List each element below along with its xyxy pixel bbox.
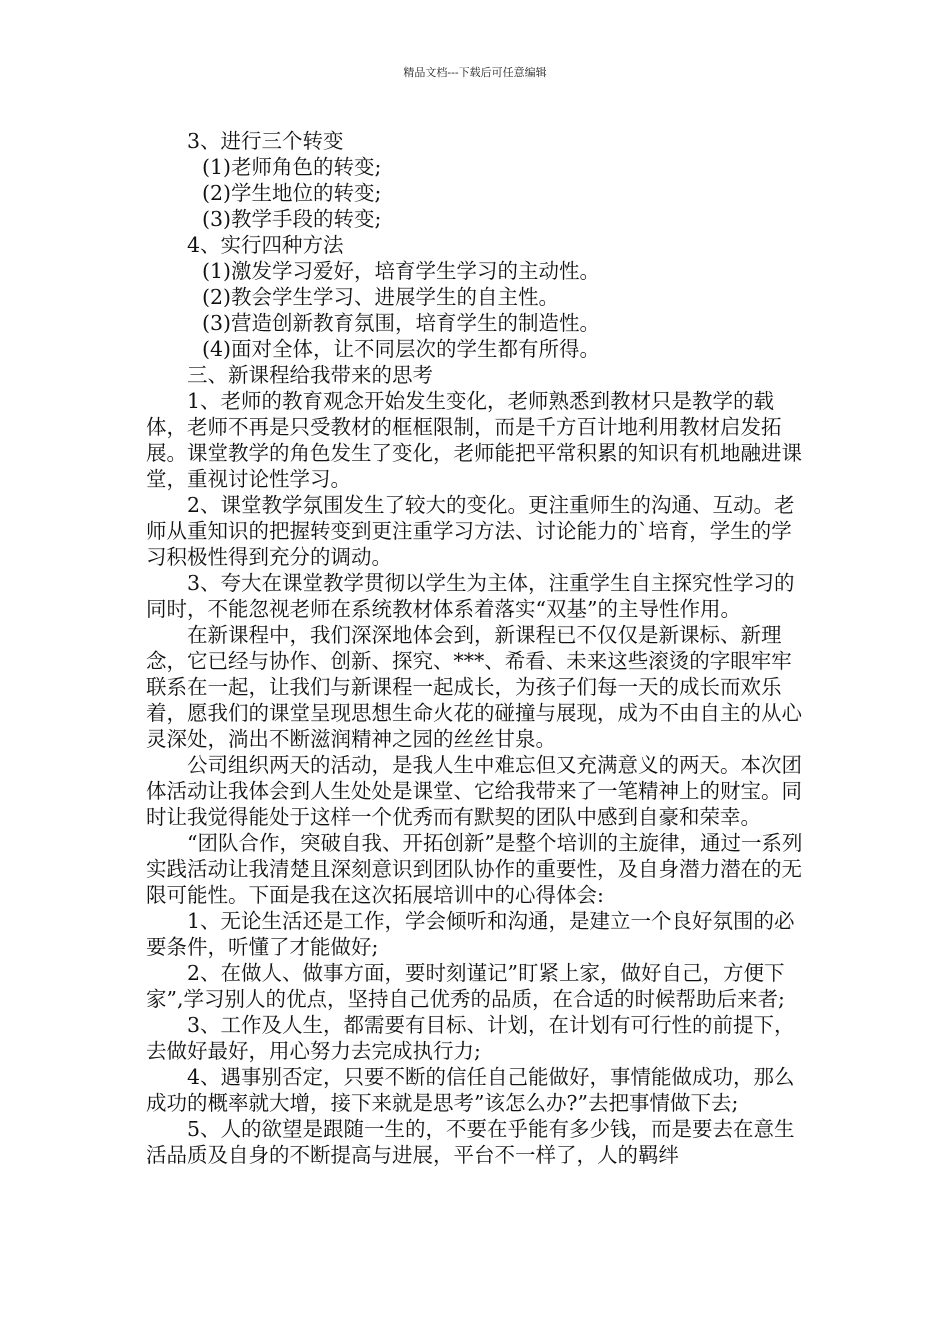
paragraph: 3、工作及人生，都需要有目标、计划，在计划有可行性的前提下，去做好最好，用心努力去完成执行力; [146,1013,795,1063]
paragraph: “团队合作，突破自我、开拓创新”是整个培训的主旋律，通过一系列实践活动让我清楚且深刻意识到团队协作的重要性，及自身潜力潜在的无限可能性。下面是我在这次拓展培训中的心得体会: [146,831,803,907]
paragraph: 3、进行三个转变 [187,129,344,153]
list-item: (4)面对全体，让不同层次的学生都有所得。 [202,337,601,361]
paragraph: 2、在做人、做事方面，要时刻谨记”盯紧上家，做好自己，方便下家”,学习别人的优点，坚持自己优秀的品质，在合适的时候帮助后来者; [146,961,785,1011]
page-header: 精品文档---下载后可任意编辑 [403,66,547,79]
paragraph: 在新课程中，我们深深地体会到，新课程已不仅仅是新课标、新理念，它已经与协作、创新、探究、***、希看、未来这些滚烫的字眼牢牢联系在一起，让我们与新课程一起成长，为孩子们每一天的成长而欢乐着，愿我们的课堂呈现思想生命火花的碰撞与展现，成为不由自主的从心灵深处，淌出不断滋润精神之园的丝丝甘泉。 [146,623,802,751]
paragraph: 公司组织两天的活动，是我人生中难忘但又充满意义的两天。本次团体活动让我体会到人生处处是课堂、它给我带来了一笔精神上的财宝。同时让我觉得能处于这样一个优秀而有默契的团队中感到自豪和荣幸。 [146,753,802,829]
paragraph: 4、实行四种方法 [187,233,344,257]
paragraph: 5、人的欲望是跟随一生的，不要在乎能有多少钱，而是要去在意生活品质及自身的不断提高与进展，平台不一样了，人的羁绊 [146,1117,795,1167]
paragraph: 2、课堂教学氛围发生了较大的变化。更注重师生的沟通、互动。老师从重知识的把握转变到更注重学习方法、讨论能力的`培育，学生的学习积极性得到充分的调动。 [146,493,795,569]
paragraph: 1、无论生活还是工作，学会倾听和沟通，是建立一个良好氛围的必要条件，听懂了才能做好; [146,909,795,959]
list-item: (2)教会学生学习、进展学生的自主性。 [202,285,560,309]
list-item: (2)学生地位的转变; [202,181,382,205]
paragraph: 3、夸大在课堂教学贯彻以学生为主体，注重学生自主探究性学习的同时，不能忽视老师在系统教材体系着落实“双基”的主导性作用。 [146,571,795,621]
list-item: (3)教学手段的转变; [202,207,382,231]
list-item: (3)营造创新教育氛围，培育学生的制造性。 [202,311,601,335]
list-item: (1)老师角色的转变; [202,155,382,179]
document-body [146,128,808,1168]
section-heading: 三、新课程给我带来的思考 [187,363,433,387]
list-item: (1)激发学习爱好，培育学生学习的主动性。 [202,259,601,283]
paragraph: 4、遇事别否定，只要不断的信任自己能做好，事情能做成功，那么成功的概率就大增，接下来就是思考”该怎么办?”去把事情做下去; [146,1065,795,1115]
paragraph: 1、老师的教育观念开始发生变化，老师熟悉到教材只是教学的载体，老师不再是只受教材的框框限制，而是千方百计地利用教材启发拓展。课堂教学的角色发生了变化，老师能把平常积累的知识有机地融进课堂，重视讨论性学习。 [146,389,802,491]
